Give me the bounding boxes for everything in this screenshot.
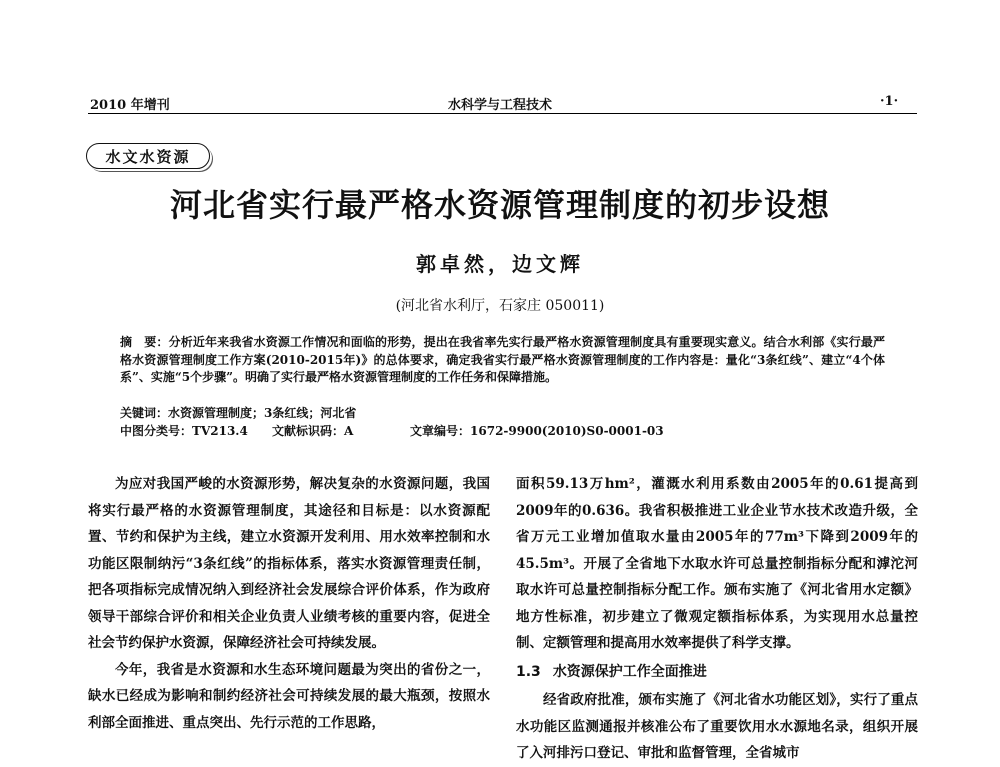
section-title: 水资源保护工作全面推进 [552, 663, 707, 680]
article-number-label: 文章编号： [410, 424, 471, 438]
body-paragraph: 经省政府批准，颁布实施了《河北省水功能区划》，实行了重点水功能区监测通报并核准公布了重要饮用水水源地名录，组织开展了入河排污口登记、审批和监督管理，全省城市 [516, 692, 918, 761]
document-code [272, 422, 353, 439]
affiliation: (河北省水利厅，石家庄 050011) [395, 298, 605, 314]
article-title: 河北省实行最严格水资源管理制度的初步设想 [169, 186, 830, 224]
abstract-label: 摘 要： [120, 335, 169, 349]
running-header-journal: 水科学与工程技术 [447, 98, 552, 113]
keywords-text: 水资源管理制度；3条红线；河北省 [168, 406, 357, 420]
article-number [410, 422, 664, 439]
keywords [120, 404, 356, 421]
body-paragraph: 为应对我国严峻的水资源形势，解决复杂的水资源问题，我国将实行最严格的水资源管理制度，其途径和目标是：以水资源配置、节约和保护为主线，建立水资源开发利用、用水效率控制和水功能区限制纳污“3条红线”的指标体系，落实水资源管理责任制，把各项指标完成情况纳入到经济社会发展综合评价体系，作为政府领导干部综合评价和相关企业负责人业绩考核的重要内容，促进全社会节约保护水资源，保障经济社会可持续发展。 [88, 476, 490, 651]
page-number: ·1· [880, 94, 899, 109]
section-heading [516, 659, 918, 686]
header-rule [88, 113, 917, 114]
section-badge: 水文水资源 [86, 143, 210, 169]
clc-label: 中图分类号： [120, 424, 193, 438]
clc-number [120, 422, 248, 439]
article-number-value: 1672-9900(2010)S0-0001-03 [470, 424, 664, 438]
authors: 郭卓然，边文辉 [416, 252, 584, 276]
clc-value: TV213.4 [192, 424, 248, 438]
document-code-label: 文献标识码： [272, 424, 345, 438]
running-header-left: 2010 年增刊 [90, 98, 170, 113]
abstract [120, 334, 885, 387]
section-number: 1.3 [516, 663, 541, 680]
body-column-left [88, 471, 490, 736]
document-code-value: A [344, 424, 354, 438]
body-paragraph: 今年，我省是水资源和水生态环境问题最为突出的省份之一，缺水已经成为影响和制约经济社会可持续发展的最大瓶颈，按照水利部全面推进、重点突出、先行示范的工作思路， [88, 661, 490, 731]
abstract-text: 分析近年来我省水资源工作情况和面临的形势，提出在我省率先实行最严格水资源管理制度具有重要现实意义。结合水利部《实行最严格水资源管理制度工作方案(2010-2015年)》的总体要求，确定我省实行最严格水资源管理制度的工作内容是：量化“3条红线”、建立“4个体系”、实施“5个步骤”。明确了实行最严格水资源管理制度的工作任务和保障措施。 [120, 335, 885, 384]
body-column-right [516, 471, 918, 767]
keywords-label: 关键词： [120, 406, 169, 420]
body-paragraph: 面积59.13万hm²，灌溉水利用系数由2005年的0.61提高到2009年的0.636。我省积极推进工业企业节水技术改造升级，全省万元工业增加值取水量由2005年的77m³下降到2009年的45.5m³。开展了全省地下水取水许可总量控制指标分配和滹沱河取水许可总量控制指标分配工作。颁布实施了《河北省用水定额》地方性标准，初步建立了微观定额指标体系，为实现用水总量控制、定额管理和提高用水效率提供了科学支撑。 [516, 476, 918, 651]
